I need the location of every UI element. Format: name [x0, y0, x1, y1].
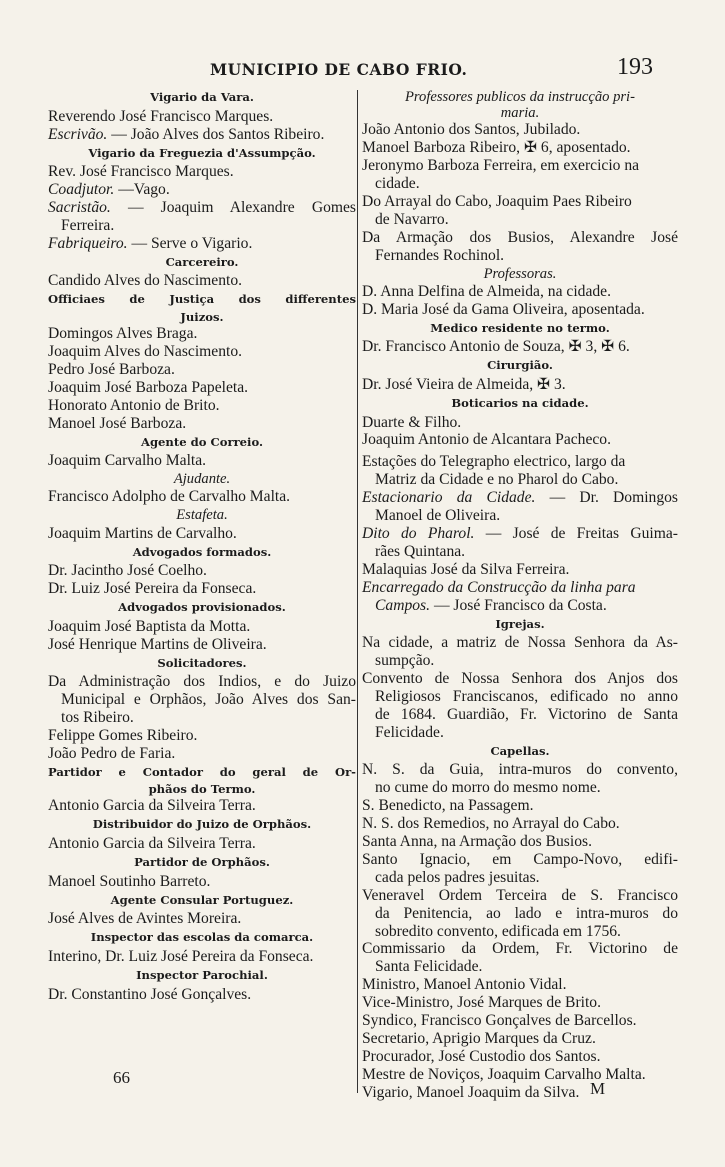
heading-solicitadores: Solicitadores. [157, 655, 247, 670]
entry-text: — João Alves dos Santos Ribeiro. [111, 125, 325, 143]
entry-line: Manoel de Oliveira. [375, 507, 501, 525]
heading-officiaes-cont: Juizos. [180, 310, 224, 325]
heading-distribuidor: Distribuidor do Juizo de Orphãos. [92, 817, 312, 832]
entry-line: Antonio Garcia da Silveira Terra. [48, 835, 256, 853]
entry-line: Candido Alves do Nascimento. [48, 272, 243, 290]
entry-line: Rev. José Francisco Marques. [48, 163, 234, 181]
entry-text: — José Francisco da Costa. [433, 596, 607, 614]
entry-line: Ministro, Manoel Antonio Vidal. [362, 976, 567, 994]
entry-line: D. Maria José da Gama Oliveira, aposentada. [362, 300, 645, 318]
entry-line: sobredito convento, edificada em 1756. [375, 922, 621, 940]
entry-line: Da Armação dos Busios, Alexandre José [362, 228, 678, 246]
entry-line: Santa Anna, na Armação dos Busios. [362, 833, 592, 851]
entry-line: Secretario, Aprigio Marques da Cruz. [362, 1029, 596, 1047]
left-column [48, 88, 356, 1003]
entry-line: Joaquim Martins de Carvalho. [48, 524, 237, 542]
entry-text: — José de Freitas Guima- [485, 525, 678, 543]
entry-line: N. S. dos Remedios, no Arrayal do Cabo. [362, 815, 620, 833]
entry-line: D. Anna Delfina de Almeida, na cidade. [362, 282, 611, 300]
entry-text: — Serve o Vigario. [131, 234, 253, 252]
entry-line: Felicidade. [375, 723, 444, 741]
entry-line: Honorato Antonio de Brito. [48, 396, 220, 414]
heading-professores-cont: maria. [500, 105, 540, 122]
entry-line: Felippe Gomes Ribeiro. [48, 726, 198, 744]
heading-medico: Medico residente no termo. [430, 320, 610, 335]
entry-line: no cume do morro do mesmo nome. [375, 779, 601, 797]
page-header [0, 54, 725, 84]
heading-partidor-orphaos: Partidor de Orphãos. [134, 855, 270, 869]
entry-line: cada pelos padres jesuitas. [375, 868, 540, 886]
entry-line: sumpção. [375, 652, 435, 670]
entry-line: Dr. José Vieira de Almeida, ✠ 3. [362, 375, 566, 393]
role-label: Coadjutor. [48, 181, 115, 199]
heading-officiaes: Officiaes de Justiça dos differentes [48, 292, 356, 307]
heading-agente-correio: Agente do Correio. [140, 434, 264, 449]
entry-line: Joaquim Alves do Nascimento. [48, 342, 243, 360]
entry-line: Estações do Telegrapho electrico, largo da [362, 453, 626, 471]
entry-line: Joaquim José Barboza Papeleta. [48, 378, 249, 396]
heading-vigario-freguezia: Vigario da Freguezia d'Assumpção. [88, 145, 316, 160]
subheading-ajudante: Ajudante. [173, 471, 231, 488]
entry-line: Francisco Adolpho de Carvalho Malta. [48, 488, 291, 506]
entry-text: — Dr. Domingos [549, 489, 678, 507]
entry-line: Commissario da Ordem, Fr. Victorino de [362, 940, 678, 958]
entry-text: —Vago. [118, 181, 170, 199]
role-label: Campos. [375, 596, 431, 614]
heading-advogados-provisionados: Advogados provisionados. [118, 600, 286, 615]
heading-partidor-contador-cont: phãos do Termo. [148, 782, 256, 797]
entry-line: Joaquim Carvalho Malta. [48, 452, 207, 470]
entry-line [362, 597, 678, 615]
entry-line: Convento de Nossa Senhora dos Anjos dos [362, 670, 678, 688]
heading-partidor-contador: Partidor e Contador do geral de Or- [48, 764, 356, 779]
entry-line: Da Administração dos Indios, e do Juizo [48, 673, 356, 691]
entry-line: tos Ribeiro. [61, 709, 134, 727]
entry-line: João Pedro de Faria. [48, 744, 176, 762]
entry-line: de Navarro. [375, 210, 449, 228]
entry-line: Mestre de Noviços, Joaquim Carvalho Malta. [362, 1065, 646, 1083]
entry-line: da Penitencia, ao lado e intra-muros do [375, 904, 678, 922]
role-label: Dito do Pharol. [362, 525, 475, 543]
heading-carcereiro: Carcereiro. [165, 254, 239, 269]
entry-line: Dr. Constantino José Gonçalves. [48, 985, 252, 1003]
entry-line: Ferreira. [61, 216, 115, 234]
signature-mark: M [590, 1079, 606, 1098]
entry-line: Santo Ignacio, em Campo-Novo, edifi- [362, 850, 678, 868]
entry-line: Veneravel Ordem Terceira de S. Francisco [362, 886, 678, 904]
entry-line: Dr. Francisco Antonio de Souza, ✠ 3, ✠ 6. [362, 338, 630, 356]
entry-line: rães Quintana. [375, 542, 466, 560]
entry-line [48, 181, 356, 199]
entry-line: Antonio Garcia da Silveira Terra. [48, 797, 256, 815]
right-column [362, 88, 678, 1102]
entry-line: Encarregado da Construcção da linha para [362, 578, 636, 596]
entry-line: Manoel José Barboza. [48, 414, 187, 432]
entry-line: José Alves de Avintes Moreira. [48, 910, 242, 928]
entry-line: Malaquias José da Silva Ferreira. [362, 560, 570, 578]
entry-line [48, 235, 356, 253]
entry-line: Matriz da Cidade e no Pharol do Cabo. [375, 471, 619, 489]
heading-advogados-formados: Advogados formados. [132, 544, 272, 559]
role-label: Estacionario da Cidade. [362, 489, 536, 507]
footer-number: 66 [113, 1068, 130, 1087]
entry-line: Religiosos Franciscanos, edificado no anno [375, 687, 678, 705]
entry-text: — Joaquim Alexandre Gomes [127, 199, 356, 217]
heading-agente-consular: Agente Consular Portuguez. [110, 892, 294, 907]
entry-line: Fernandes Rochinol. [375, 246, 505, 264]
entry-line: Dr. Jacintho José Coelho. [48, 562, 207, 580]
entry-line: Pedro José Barboza. [48, 360, 175, 378]
entry-line [48, 199, 356, 217]
entry-line: Duarte & Filho. [362, 413, 462, 431]
entry-line: Manoel Soutinho Barreto. [48, 872, 211, 890]
column-divider [357, 90, 358, 1093]
entry-line: Reverendo José Francisco Marques. [48, 107, 274, 125]
entry-line: João Antonio dos Santos, Jubilado. [362, 121, 581, 139]
entry-line: Domingos Alves Braga. [48, 325, 198, 343]
subheading-estafeta: Estafeta. [176, 507, 228, 524]
entry-line: N. S. da Guia, intra-muros do convento, [362, 761, 678, 779]
heading-inspector-escolas: Inspector das escolas da comarca. [90, 930, 314, 945]
entry-line: Municipal e Orphãos, João Alves dos San- [61, 691, 356, 709]
heading-igrejas: Igrejas. [495, 616, 545, 631]
role-label: Sacristão. [48, 199, 111, 217]
entry-line: Dr. Luiz José Pereira da Fonseca. [48, 580, 257, 598]
entry-line [48, 126, 356, 144]
role-label: Escrivão. [48, 125, 108, 143]
running-title: MUNICIPIO DE CABO FRIO. [210, 60, 468, 79]
entry-line: Syndico, Francisco Gonçalves de Barcellos. [362, 1012, 637, 1030]
entry-line: Do Arrayal do Cabo, Joaquim Paes Ribeiro [362, 192, 632, 210]
heading-professoras: Professoras. [483, 265, 557, 282]
entry-line: Vigario, Manoel Joaquim da Silva. [362, 1083, 580, 1101]
heading-capellas: Capellas. [490, 743, 550, 758]
heading-cirurgiao: Cirurgião. [487, 358, 553, 373]
role-label: Fabriqueiro. [48, 234, 128, 252]
entry-line: cidade. [375, 175, 420, 193]
heading-professores: Professores publicos da instrucção pri- [405, 89, 635, 105]
entry-line: Joaquim José Baptista da Motta. [48, 617, 251, 635]
entry-line [362, 525, 678, 543]
entry-line: S. Benedicto, na Passagem. [362, 797, 534, 815]
entry-line: Vice-Ministro, José Marques de Brito. [362, 994, 601, 1012]
heading-vigario-vara: Vigario da Vara. [150, 90, 254, 104]
entry-line: Procurador, José Custodio dos Santos. [362, 1047, 601, 1065]
heading-boticarios: Boticarios na cidade. [451, 395, 589, 410]
entry-line: Manoel Barboza Ribeiro, ✠ 6, aposentado. [362, 139, 631, 157]
entry-line: de 1684. Guardião, Fr. Victorino de Santa [375, 705, 678, 723]
entry-line: Joaquim Antonio de Alcantara Pacheco. [362, 431, 611, 449]
page-number: 193 [617, 54, 653, 80]
entry-line [362, 489, 678, 507]
entry-line: Na cidade, a matriz de Nossa Senhora da As- [362, 634, 678, 652]
entry-line: Santa Felicidade. [375, 958, 483, 976]
heading-inspector-parochial: Inspector Parochial. [136, 967, 268, 982]
entry-line: Interino, Dr. Luiz José Pereira da Fonseca. [48, 947, 314, 965]
entry-line: Jeronymo Barboza Ferreira, em exercicio na [362, 157, 640, 175]
entry-line: José Henrique Martins de Oliveira. [48, 635, 267, 653]
